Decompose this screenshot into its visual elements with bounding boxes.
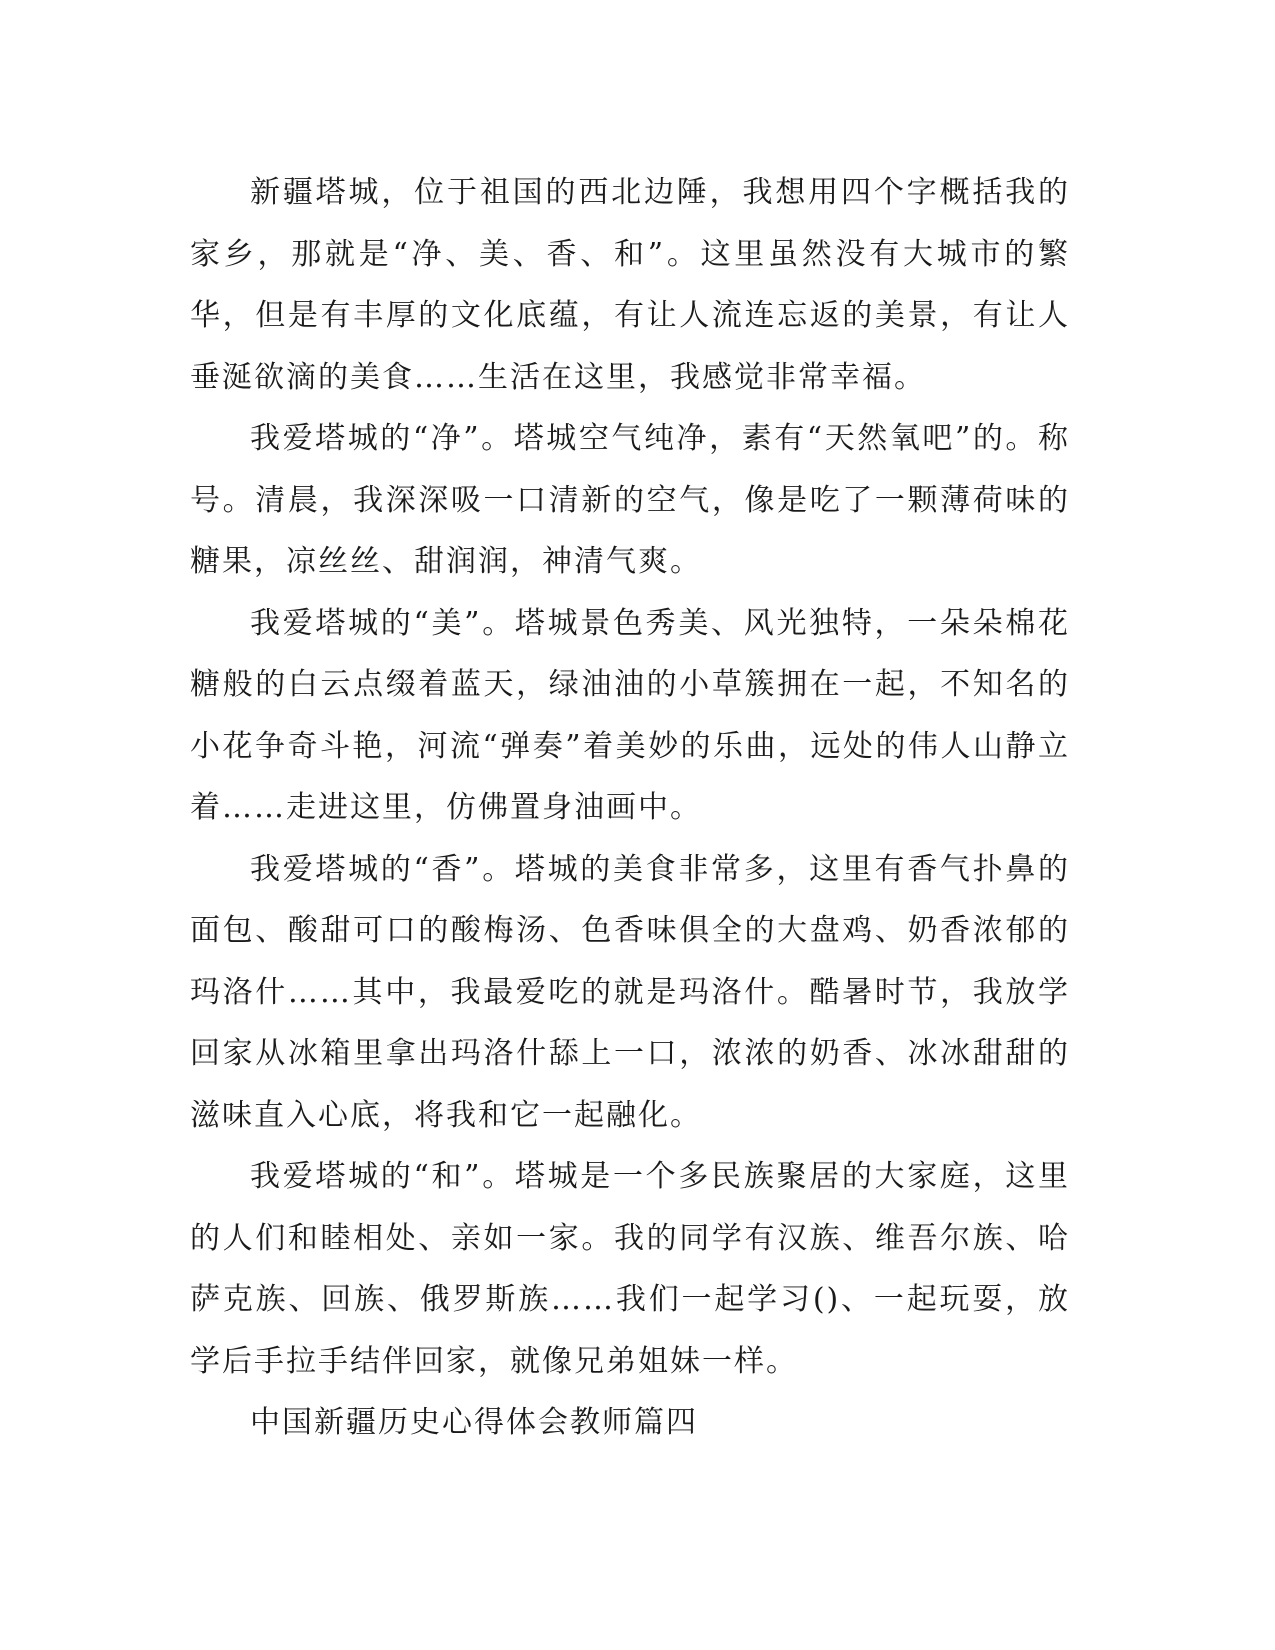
paragraph-intro: 新疆塔城，位于祖国的西北边陲，我想用四个字概括我的家乡，那就是“净、美、香、和”。这里虽然没有大城市的繁华，但是有丰厚的文化底蕴，有让人流连忘返的美景，有让人垂涎欲滴的美食……生活在这里，我感觉非常幸福。 (190, 175, 1070, 395)
paragraph-clean: 我爱塔城的“净”。塔城空气纯净，素有“天然氧吧”的。称号。清晨，我深深吸一口清新的空气，像是吃了一颗薄荷味的糖果，凉丝丝、甜润润，神清气爽。 (190, 421, 1070, 579)
paragraph-fragrance: 我爱塔城的“香”。塔城的美食非常多，这里有香气扑鼻的面包、酸甜可口的酸梅汤、色香味俱全的大盘鸡、奶香浓郁的玛洛什……其中，我最爱吃的就是玛洛什。酷暑时节，我放学回家从冰箱里拿出玛洛什舔上一口，浓浓的奶香、冰冰甜甜的滋味直入心底，将我和它一起融化。 (190, 851, 1070, 1133)
section-heading: 中国新疆历史心得体会教师篇四 (250, 1405, 698, 1440)
document-body (190, 162, 1070, 1454)
paragraph-harmony: 我爱塔城的“和”。塔城是一个多民族聚居的大家庭，这里的人们和睦相处、亲如一家。我的同学有汉族、维吾尔族、哈萨克族、回族、俄罗斯族……我们一起学习()、一起玩耍，放学后手拉手结伴回家，就像兄弟姐妹一样。 (190, 1159, 1070, 1379)
paragraph-beauty: 我爱塔城的“美”。塔城景色秀美、风光独特，一朵朵棉花糖般的白云点缀着蓝天，绿油油的小草簇拥在一起，不知名的小花争奇斗艳，河流“弹奏”着美妙的乐曲，远处的伟人山静立着……走进这里，仿佛置身油画中。 (190, 605, 1070, 825)
